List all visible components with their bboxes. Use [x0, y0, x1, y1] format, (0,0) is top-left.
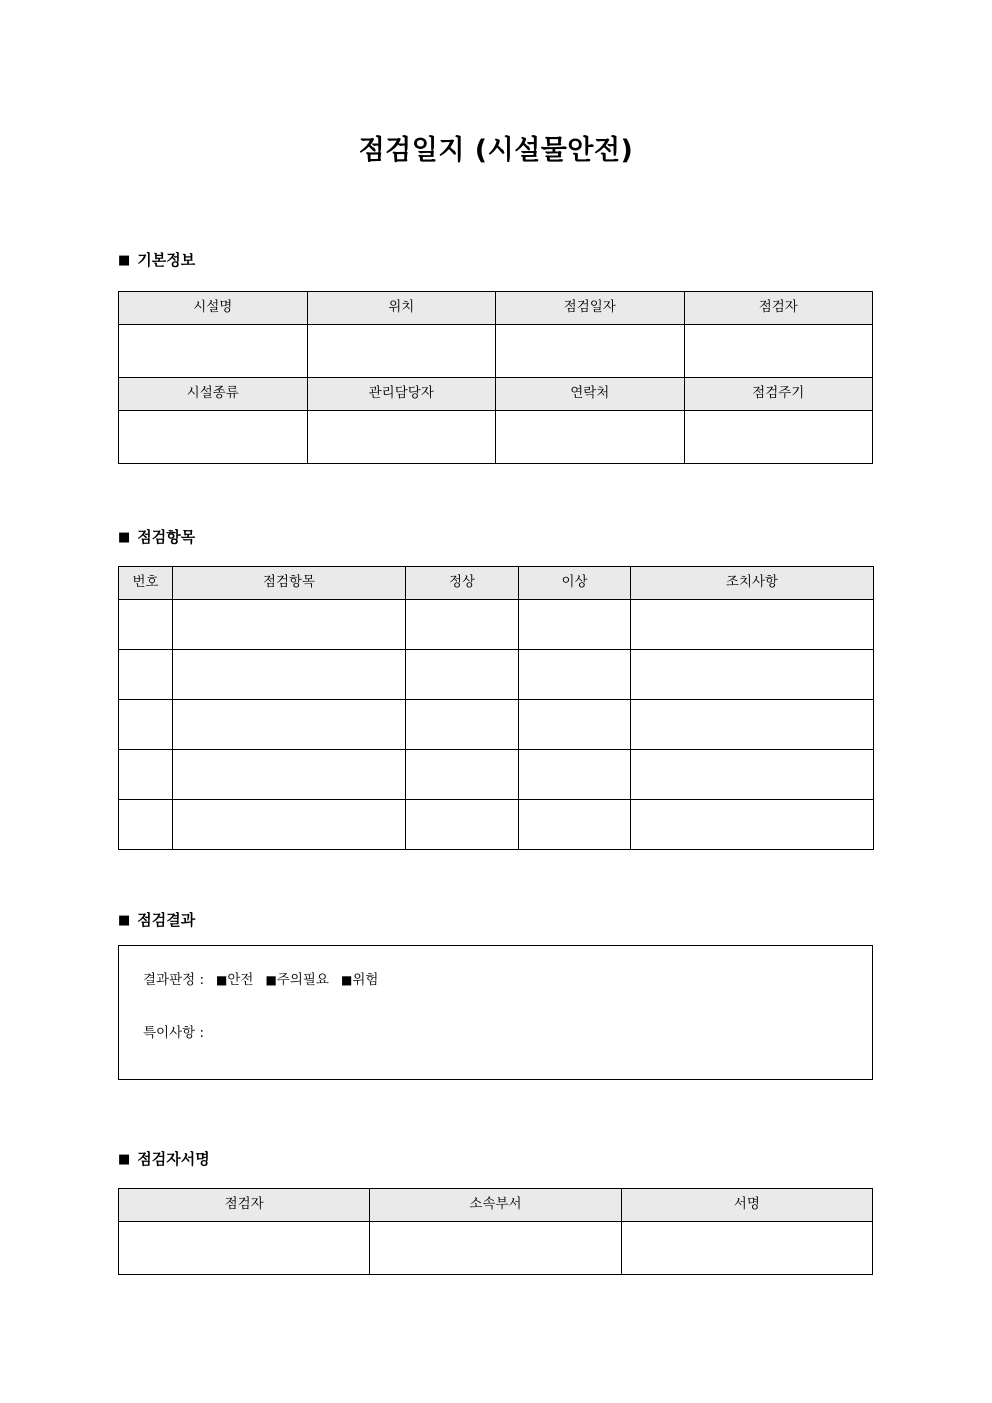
field-location[interactable] — [307, 325, 496, 378]
section-marker-icon: ■ — [118, 530, 131, 545]
table-row — [119, 700, 874, 750]
verdict-label: 결과판정 : — [143, 972, 205, 988]
table-row — [119, 650, 874, 700]
cell-item[interactable] — [173, 650, 406, 700]
cell-action[interactable] — [631, 650, 874, 700]
section-heading-label: 점검결과 — [137, 911, 196, 929]
column-header-inspection-date: 점검일자 — [496, 292, 685, 325]
cell-abnormal[interactable] — [519, 600, 631, 650]
column-header-item: 점검항목 — [173, 567, 406, 600]
inspector-signature-table — [118, 1188, 873, 1275]
column-header-facility-type: 시설종류 — [119, 378, 308, 411]
cell-action[interactable] — [631, 600, 874, 650]
checkbox-icon: ■ — [340, 973, 353, 987]
cell-abnormal[interactable] — [519, 800, 631, 850]
cell-item[interactable] — [173, 600, 406, 650]
cell-number[interactable] — [119, 600, 173, 650]
field-inspection-cycle[interactable] — [684, 411, 873, 464]
verdict-option-label: 위험 — [352, 972, 379, 988]
field-facility-type[interactable] — [119, 411, 308, 464]
cell-item[interactable] — [173, 800, 406, 850]
inspection-items-table — [118, 566, 874, 850]
field-signature-inspector[interactable] — [119, 1222, 370, 1275]
section-marker-icon: ■ — [118, 913, 131, 928]
column-header-signature: 서명 — [621, 1189, 872, 1222]
column-header-contact: 연락처 — [496, 378, 685, 411]
cell-action[interactable] — [631, 700, 874, 750]
cell-number[interactable] — [119, 650, 173, 700]
column-header-facility-name: 시설명 — [119, 292, 308, 325]
cell-action[interactable] — [631, 750, 874, 800]
field-manager[interactable] — [307, 411, 496, 464]
field-facility-name[interactable] — [119, 325, 308, 378]
section-heading-label: 점검항목 — [137, 528, 196, 546]
section-heading-basic-info — [118, 253, 195, 268]
table-row — [119, 750, 874, 800]
field-inspector[interactable] — [684, 325, 873, 378]
table-row — [119, 325, 873, 378]
cell-normal[interactable] — [406, 700, 519, 750]
cell-item[interactable] — [173, 750, 406, 800]
verdict-option-label: 안전 — [227, 972, 254, 988]
notes-row — [143, 1027, 204, 1041]
cell-item[interactable] — [173, 700, 406, 750]
column-header-number: 번호 — [119, 567, 173, 600]
cell-normal[interactable] — [406, 650, 519, 700]
table-row — [119, 411, 873, 464]
column-header-abnormal: 이상 — [519, 567, 631, 600]
table-row — [119, 800, 874, 850]
section-heading-inspection-items — [118, 530, 195, 545]
section-marker-icon: ■ — [118, 253, 131, 268]
section-heading-inspector-signature — [118, 1152, 210, 1167]
section-heading-label: 점검자서명 — [137, 1150, 210, 1168]
field-signature-mark[interactable] — [621, 1222, 872, 1275]
column-header-action: 조치사항 — [631, 567, 874, 600]
section-marker-icon: ■ — [118, 1152, 131, 1167]
verdict-option-label: 주의필요 — [276, 972, 329, 988]
column-header-inspection-cycle: 점검주기 — [684, 378, 873, 411]
cell-number[interactable] — [119, 700, 173, 750]
cell-normal[interactable] — [406, 600, 519, 650]
cell-normal[interactable] — [406, 800, 519, 850]
column-header-inspector: 점검자 — [119, 1189, 370, 1222]
column-header-inspector: 점검자 — [684, 292, 873, 325]
field-signature-department[interactable] — [370, 1222, 621, 1275]
table-row — [119, 378, 873, 411]
cell-abnormal[interactable] — [519, 650, 631, 700]
table-header-row — [119, 567, 874, 600]
table-row — [119, 600, 874, 650]
column-header-normal: 정상 — [406, 567, 519, 600]
checkbox-icon: ■ — [265, 973, 277, 987]
column-header-manager: 관리담당자 — [307, 378, 496, 411]
column-header-location: 위치 — [307, 292, 496, 325]
verdict-option-danger[interactable] — [341, 972, 378, 988]
basic-info-table — [118, 291, 873, 464]
verdict-row — [143, 974, 378, 988]
cell-abnormal[interactable] — [519, 700, 631, 750]
table-row — [119, 1222, 873, 1275]
field-inspection-date[interactable] — [496, 325, 685, 378]
field-contact[interactable] — [496, 411, 685, 464]
notes-label: 특이사항 : — [143, 1025, 205, 1041]
verdict-option-caution[interactable] — [265, 972, 329, 988]
section-heading-inspection-result — [118, 913, 195, 928]
inspection-result-box — [118, 945, 873, 1080]
table-row — [119, 292, 873, 325]
cell-action[interactable] — [631, 800, 874, 850]
cell-number[interactable] — [119, 750, 173, 800]
page-title: 점검일지 (시설물안전) — [358, 135, 634, 166]
section-heading-label: 기본정보 — [137, 251, 196, 269]
cell-number[interactable] — [119, 800, 173, 850]
verdict-option-safe[interactable] — [216, 972, 253, 988]
column-header-department: 소속부서 — [370, 1189, 621, 1222]
cell-normal[interactable] — [406, 750, 519, 800]
checkbox-icon: ■ — [216, 973, 228, 987]
table-header-row — [119, 1189, 873, 1222]
cell-abnormal[interactable] — [519, 750, 631, 800]
